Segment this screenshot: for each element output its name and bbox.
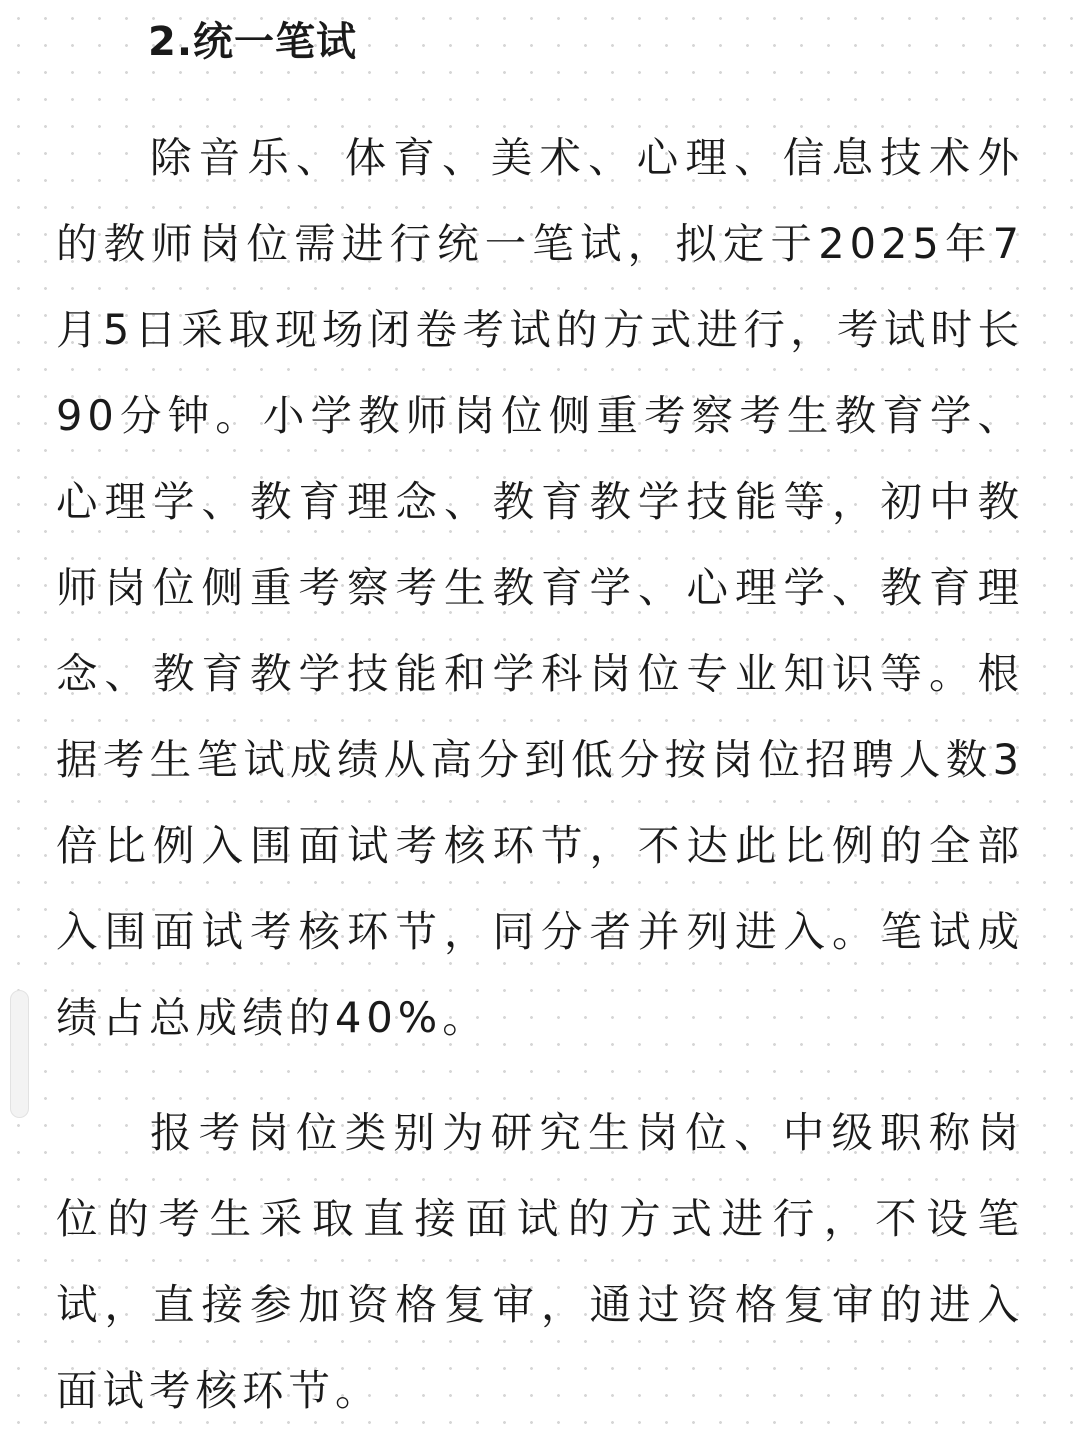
paragraph-direct-interview: 报考岗位类别为研究生岗位、中级职称岗位的考生采取直接面试的方式进行，不设笔试，直接参加资格复审，通过资格复审的进入面试考核环节。 xyxy=(56,1108,1024,1415)
paragraph-written-exam: 除音乐、体育、美术、心理、信息技术外的教师岗位需进行统一笔试，拟定于2025年7月5日采取现场闭卷考试的方式进行，考试时长90分钟。小学教师岗位侧重考察考生教育学、心理学、教育理念、教育教学技能等，初中教师岗位侧重考察考生教育学、心理学、教育理念、教育教学技能和学科岗位专业知识等。根据考生笔试成绩从高分到低分按岗位招聘人数3倍比例入围面试考核环节，不达此比例的全部入围面试考核环节，同分者并列进入。笔试成绩占总成绩的40%。 xyxy=(56,133,1024,1042)
scroll-indicator[interactable] xyxy=(10,990,29,1118)
section-heading: 2.统一笔试 xyxy=(148,19,358,65)
